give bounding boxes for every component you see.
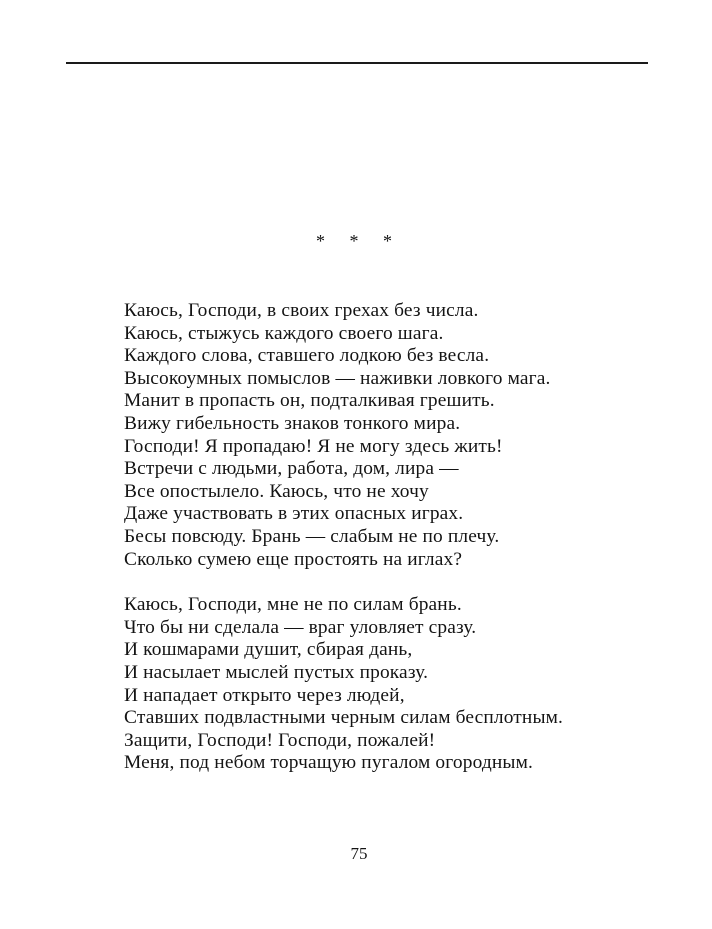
poem-line: Что бы ни сделала — враг уловляет сразу. (124, 616, 477, 638)
poem-line: Каюсь, стыжусь каждого своего шага. (124, 322, 444, 344)
poem-line: Манит в пропасть он, подталкивая грешить. (124, 390, 495, 412)
header-rule (66, 62, 648, 64)
poem-line: Высокоумных помыслов — наживки ловкого мага. (124, 367, 551, 389)
poem-line: Каюсь, Господи, в своих грехах без числа. (124, 300, 479, 321)
poem-line: Меня, под небом торчащую пугалом огородным. (124, 752, 534, 774)
poem-line: Бесы повсюду. Брань — слабым не по плечу. (124, 525, 500, 547)
poem-line: Вижу гибельность знаков тонкого мира. (124, 412, 461, 434)
page-number: 75 (350, 844, 368, 863)
poem-line: Встречи с людьми, работа, дом, лира — (124, 458, 459, 480)
poem-line: Каюсь, Господи, мне не по силам брань. (124, 594, 462, 616)
section-ornament: * * * (316, 231, 402, 251)
poem-line: Ставших подвластными черным силам бесплотным. (124, 707, 564, 729)
poem-line: И нападает открыто через людей, (124, 684, 405, 706)
poem-line: И насылает мыслей пустых проказу. (124, 661, 429, 683)
poem-line: Защити, Господи! Господи, пожалей! (124, 729, 436, 751)
stanza-1 (124, 300, 684, 571)
poem-line: И кошмарами душит, сбирая дань, (124, 639, 413, 661)
poem-line: Господи! Я пропадаю! Я не могу здесь жить! (124, 435, 503, 457)
poem-line: Все опостылело. Каюсь, что не хочу (124, 480, 429, 502)
poem (124, 300, 684, 775)
poem-line: Каждого слова, ставшего лодкою без весла. (124, 345, 490, 367)
poem-line: Сколько сумею еще простоять на иглах? (124, 548, 463, 570)
poem-line: Даже участвовать в этих опасных играх. (124, 503, 464, 525)
stanza-2 (124, 594, 684, 775)
